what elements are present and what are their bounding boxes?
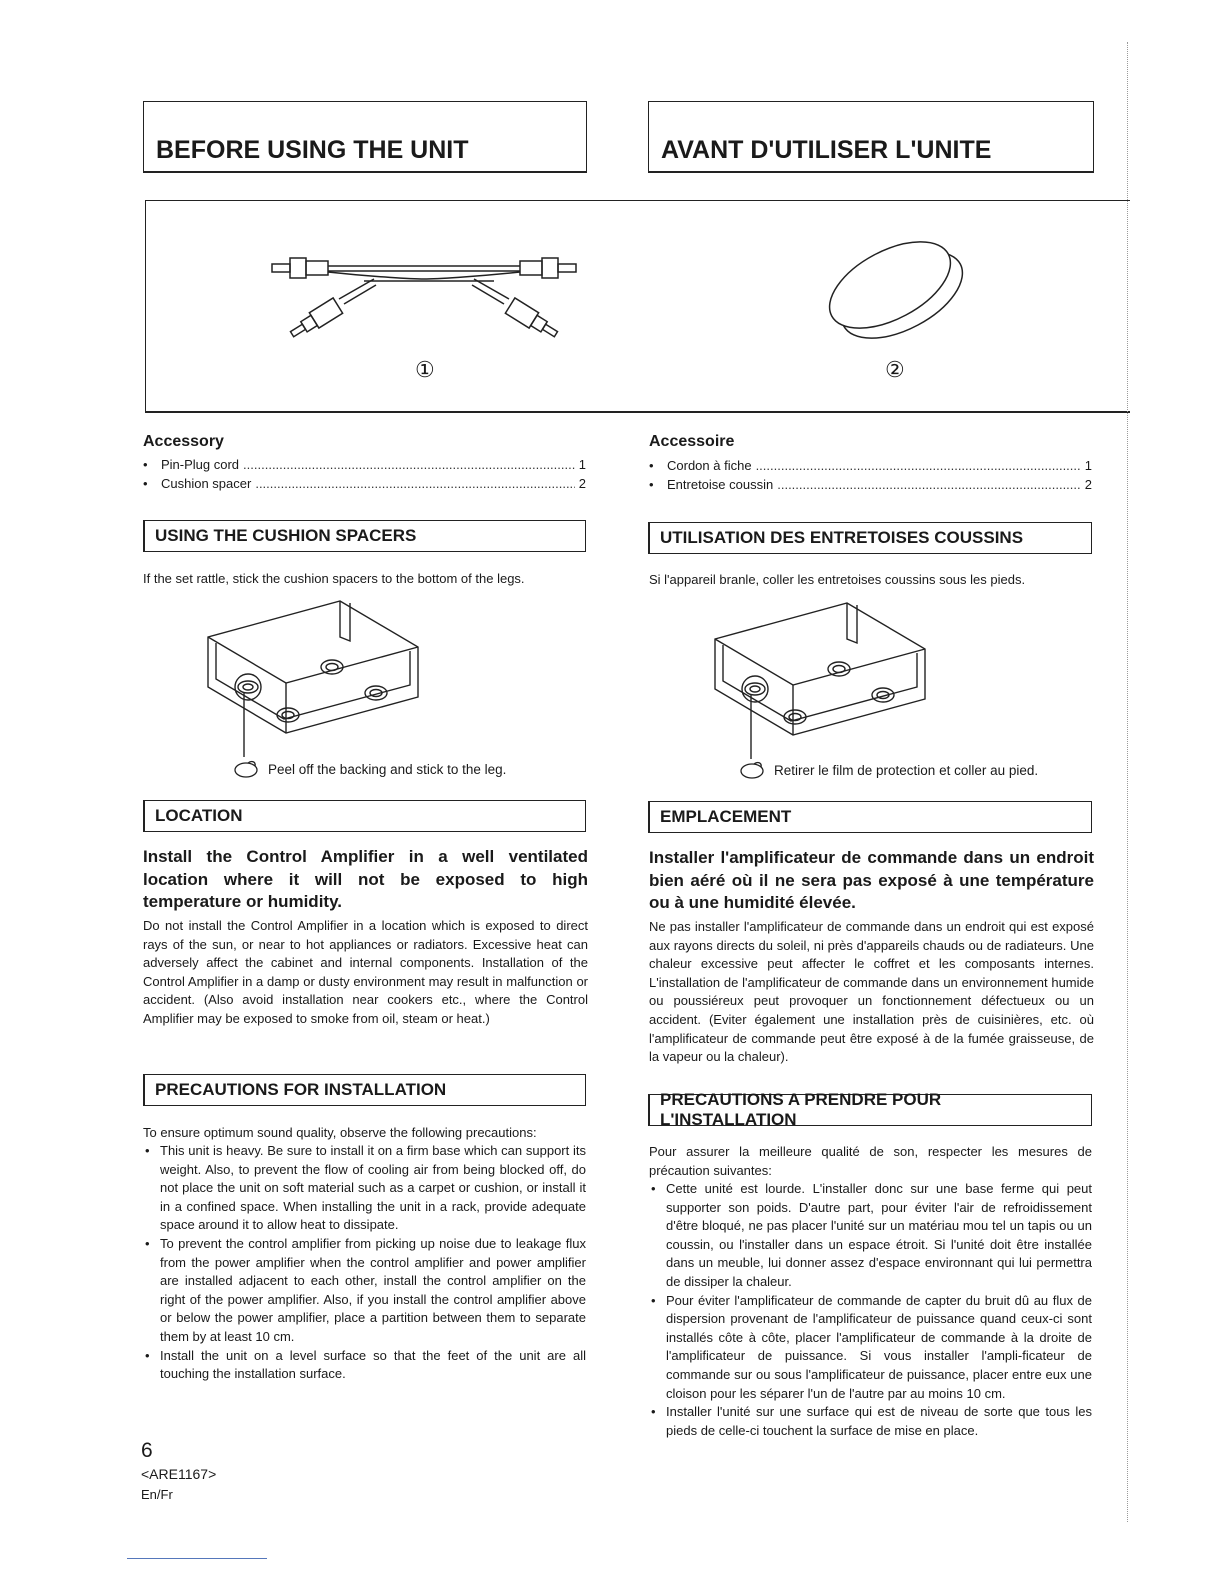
cushion-text-en: If the set rattle, stick the cushion spacers to the bottom of the legs.: [143, 571, 525, 586]
accessory-figure: [145, 200, 1130, 413]
list-item: • Install the unit on a level surface so that the feet of the unit are all touching the installation surface.: [143, 1347, 586, 1384]
cushion-heading-fr: UTILISATION DES ENTRETOISES COUSSINS: [648, 522, 1092, 554]
cushion-caption-fr: [739, 760, 1038, 780]
bottom-edge-line: [127, 1558, 267, 1559]
unit-bottom-illustration-fr: [707, 599, 937, 769]
list-item: • Cette unité est lourde. L'installer donc sur une base ferme qui peut supporter son poids. D'autre part, pour éviter l'air de refroidissement d'être bloqué, ne pas placer l'unité sur un matériau mou tel un tapis ou un coussin, ou l'installer dans un espace étroit. Si l'unité doit être installée dans un meuble, lui donner assez d'espace environnant qui lui permettra de dissiper la chaleur.: [649, 1180, 1092, 1292]
precautions-list-en: [143, 1142, 586, 1384]
accessory-item-fr-1: • Cordon à fiche ..... 1: [649, 458, 1092, 473]
accessory-heading-fr: Accessoire: [649, 433, 735, 450]
precautions-intro-en: To ensure optimum sound quality, observe the following precautions:: [143, 1125, 537, 1140]
right-margin-line: [1127, 42, 1128, 1522]
cushion-caption-en: [233, 759, 506, 779]
caption-text: Peel off the backing and stick to the leg.: [268, 761, 507, 777]
precautions-intro-fr: Pour assurer la meilleure qualité de son, respecter les mesures de précaution suivantes:: [649, 1144, 1092, 1178]
list-item: • This unit is heavy. Be sure to install it on a firm base which can support its weight. Also, to prevent the flow of cooling air from being blocked off, do not place the unit on soft material such as a carpet or cushion, or install it in a confined space. When installing the unit in a rack, provide adequate space around it to allow heat to dissipate.: [143, 1142, 586, 1235]
precautions-list-fr: [649, 1180, 1092, 1440]
accessory-item-qty: 1: [578, 457, 586, 472]
location-lead-en: Install the Control Amplifier in a well ventilated location where it will not be exposed to high temperature or humidity.: [143, 847, 588, 911]
pin-plug-cord-illustration: [264, 241, 604, 351]
precautions-heading-fr: PRECAUTIONS A PRENDRE POUR L'INSTALLATION: [648, 1094, 1092, 1126]
accessory-item-en-1: • Pin-Plug cord ..... 1: [143, 457, 586, 472]
accessory-item-qty: 2: [1084, 477, 1092, 492]
caption-text: Retirer le film de protection et coller au pied.: [774, 762, 1039, 778]
accessory-item-name: Entretoise coussin: [667, 477, 774, 492]
list-item: • Pour éviter l'amplificateur de commande de capter du bruit dû au flux de dispersion provenant de l'amplificateur de puissance quand ceux-ci sont installés côte à côte, placer l'amplificateur de commande à la droite de l'amplificateur de puissance. Si vous installer l'ampli-ficateur de commande sur ou sous l'amplificateur de puissance, placer entre eux une cloison pour les séparer l'un de l'autre par au moins 10 cm.: [649, 1292, 1092, 1404]
unit-bottom-illustration-en: [200, 597, 430, 767]
location-body-fr: Ne pas installer l'amplificateur de commande dans un endroit qui est exposé aux rayons directs du soleil, ni près d'appareils chauds ou de radiateurs. Une chaleur excessive peut affecter le coffret et les composants internes. L'installation de l'amplificateur de commande dans un environnement humide ou poussiéreux peut provoquer un fonctionnement défectueux ou un accident. (Eviter également une installation près de cuisinières, etc. où l'amplificateur de commande peut être exposé à de la fumée graisseuse, de la vapeur ou la chaleur).: [649, 919, 1094, 1065]
figure-label-2: ②: [885, 357, 905, 382]
accessory-item-name: Pin-Plug cord: [161, 457, 240, 472]
cushion-spacer-icon: [739, 760, 765, 780]
accessory-item-en-2: • Cushion spacer ..... 2: [143, 476, 586, 491]
location-heading-fr: EMPLACEMENT: [648, 801, 1092, 833]
cushion-heading-en: USING THE CUSHION SPACERS: [143, 520, 586, 552]
accessory-item-qty: 2: [578, 476, 586, 491]
accessory-heading-en: Accessory: [143, 433, 224, 450]
language-code: En/Fr: [141, 1487, 173, 1502]
accessory-item-name: Cordon à fiche: [667, 458, 752, 473]
location-lead-fr: Installer l'amplificateur de commande dans un endroit bien aéré où il ne sera pas exposé à une température ou à une humidité élevée.: [649, 848, 1094, 912]
page-number: 6: [141, 1439, 153, 1462]
location-heading-en: LOCATION: [143, 800, 586, 832]
title-fr: AVANT D'UTILISER L'UNITE: [648, 101, 1094, 173]
document-code: <ARE1167>: [141, 1466, 217, 1482]
cushion-spacer-icon: [233, 759, 259, 779]
accessory-item-name: Cushion spacer: [161, 476, 252, 491]
location-body-en: Do not install the Control Amplifier in a location which is exposed to direct rays of the sun, or near to hot appliances or radiators. Excessive heat can adversely affect the cabinet and internal components. Installation of the Control Amplifier in a damp or dusty environment may result in malfunction or accident. (Also avoid installation near cookers etc., where the Control Amplifier may be exposed to smoke from oil, steam or heat.): [143, 918, 588, 1026]
accessory-item-qty: 1: [1084, 458, 1092, 473]
figure-label-1: ①: [415, 357, 435, 382]
accessory-item-fr-2: • Entretoise coussin ..... 2: [649, 477, 1092, 492]
title-en: BEFORE USING THE UNIT: [143, 101, 587, 173]
precautions-heading-en: PRECAUTIONS FOR INSTALLATION: [143, 1074, 586, 1106]
cushion-spacer-illustration: [814, 237, 974, 347]
list-item: • Installer l'unité sur une surface qui est de niveau de sorte que tous les pieds de celle-ci touchent la surface de mise en place.: [649, 1403, 1092, 1440]
list-item: • To prevent the control amplifier from picking up noise due to leakage flux from the power amplifier when the control amplifier and power amplifier are installed adjacent to each other, install the control amplifier on the right of the power amplifier. Also, if you install the control amplifier above or below the power amplifier, place a partition between them to separate them by at least 10 cm.: [143, 1235, 586, 1347]
cushion-text-fr: Si l'appareil branle, coller les entretoises coussins sous les pieds.: [649, 572, 1026, 587]
